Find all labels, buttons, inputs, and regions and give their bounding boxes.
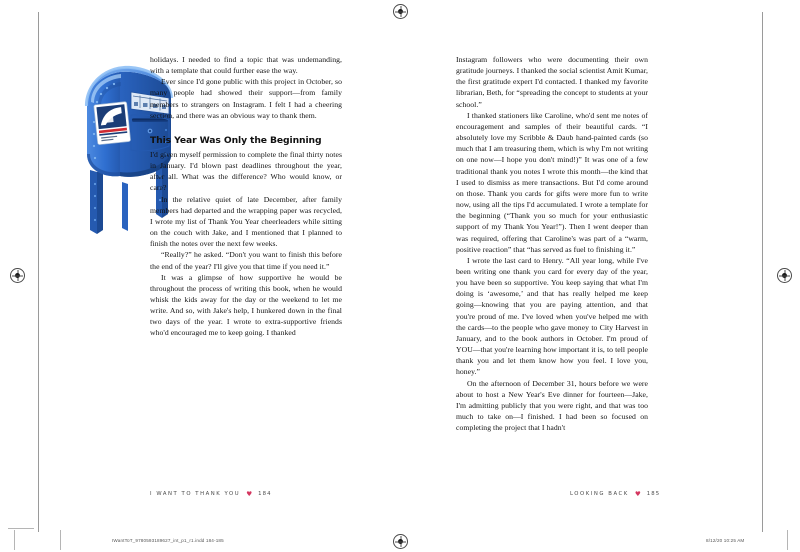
crop-tick-vertical-outer bbox=[14, 530, 15, 550]
heart-icon: ♥ bbox=[634, 490, 641, 499]
paragraph: Instagram followers who were documenting their own gratitude journeys. I thanked the social scientist Amit Kumar, the first gratitude expert I'd contacted. I thanked my favorite librarian, Beth, for “spreading the concept to students at your school.” bbox=[456, 55, 648, 109]
folio-number: 184 bbox=[258, 491, 272, 497]
running-footer-verso bbox=[150, 490, 272, 498]
paragraph: I'd given myself permission to complete the final thirty notes in January. I'd blown past deadlines throughout the year, after all. What was the difference? Who would know, or care? bbox=[150, 149, 342, 193]
paragraph: Ever since I'd gone public with this project in October, so many people had showed their support—from family members to strangers on Instagram. I felt I had a cheering section, and there was an obvious way to thank them. bbox=[150, 77, 342, 120]
running-footer-recto bbox=[570, 490, 660, 498]
heart-icon: ♥ bbox=[246, 490, 253, 499]
book-spread bbox=[38, 12, 762, 528]
running-head-text: I WANT TO THANK YOU bbox=[150, 491, 241, 497]
page-verso-184 bbox=[38, 12, 400, 528]
paragraph: On the afternoon of December 31, hours before we were about to host a New Year's Eve dinner for fourteen—Jake, I'm admitting publicly that you were right, and that was too much to take on—I finished. I had been so focused on completing the project that I hadn't bbox=[456, 378, 648, 433]
paragraph: “Really?” he asked. “Don't you want to finish this before the end of the year? I'll give you that time if you need it.” bbox=[150, 250, 342, 271]
proof-timestamp-slug: 8/12/20 10:25 AM bbox=[706, 538, 745, 543]
registration-dot bbox=[15, 273, 20, 278]
registration-mark-right bbox=[777, 268, 792, 283]
crop-guide-right bbox=[762, 12, 763, 532]
page-recto-185 bbox=[400, 12, 762, 528]
paragraph: I wrote the last card to Henry. “All year long, while I've been writing one thank you card for every day of the year, you have been so supportive. You keep saying that what I'm doing is ‘awesome,’ and that has really helped me keep going—knowing that you are paying attention, and that you're proud of me. I've loved when you've helped me with the cards—to the people who gave money to City Harvest in January, and to the book authors in October. I'm proud of YOU—that you're learning how important it is, to tell people thank you and let them know how you feel. I love you, honey.” bbox=[456, 255, 648, 377]
paragraph: I thanked stationers like Caroline, who'd sent me notes of encouragement and samples of their beautiful cards. “I absolutely love my Scribble & Daub hand-painted cards (so much that I am treasuring them, which is why I'm not writing on one now—I hope you don't mind!)” It was one of a few traditional thank you notes I wrote this month—the kind that I used to dismiss as mere transactions. But I'd come around on those. Thank you cards for gifts were more fun to write now, using all the tips I'd accumulated. I wrote a template for the beginning (“Thank you so much for your enthusiastic support of my Thank You Year!”). Then I went deeper than was required, offering that Caroline's was part of a “warm, positive reaction” that “has served as fuel to finishing it.” bbox=[456, 110, 648, 254]
registration-dot bbox=[398, 539, 403, 544]
crop-tick-vertical-inner bbox=[60, 530, 61, 550]
registration-dot bbox=[782, 273, 787, 278]
registration-mark-left bbox=[10, 268, 25, 283]
crop-tick-vertical-right bbox=[787, 530, 788, 550]
running-head-text: LOOKING BACK bbox=[570, 491, 629, 497]
right-page-text-column bbox=[456, 54, 648, 433]
proof-file-slug: IWantToT_9780593189627_int_p1_r1.indd 184-185 bbox=[112, 538, 224, 543]
paragraph: It was a glimpse of how supportive he would be throughout the process of writing this book, when he would whisk the kids away for the day or the weekend to let me write. And so, with Jake's help, I hunkered down in the final two days of the year. I wrote to extra-supportive friends who'd encouraged me to keep going. I thanked bbox=[150, 272, 342, 338]
folio-number: 185 bbox=[646, 491, 661, 497]
paragraph: In the relative quiet of late December, after family members had departed and the wrapping paper was recycled, I wrote my list of Thank You Year cheerleaders while sitting on the couch with Jake, and I mentioned that I planned to finish the notes over the next few weeks. bbox=[150, 194, 342, 249]
paragraph: holidays. I needed to find a topic that was undemanding, with a template that could further ease the way. bbox=[150, 55, 342, 76]
left-page-text-column bbox=[150, 54, 342, 339]
crop-tick-corner bbox=[8, 528, 34, 529]
section-heading: This Year Was Only the Beginning bbox=[150, 134, 322, 146]
registration-mark-bottom bbox=[393, 534, 408, 549]
